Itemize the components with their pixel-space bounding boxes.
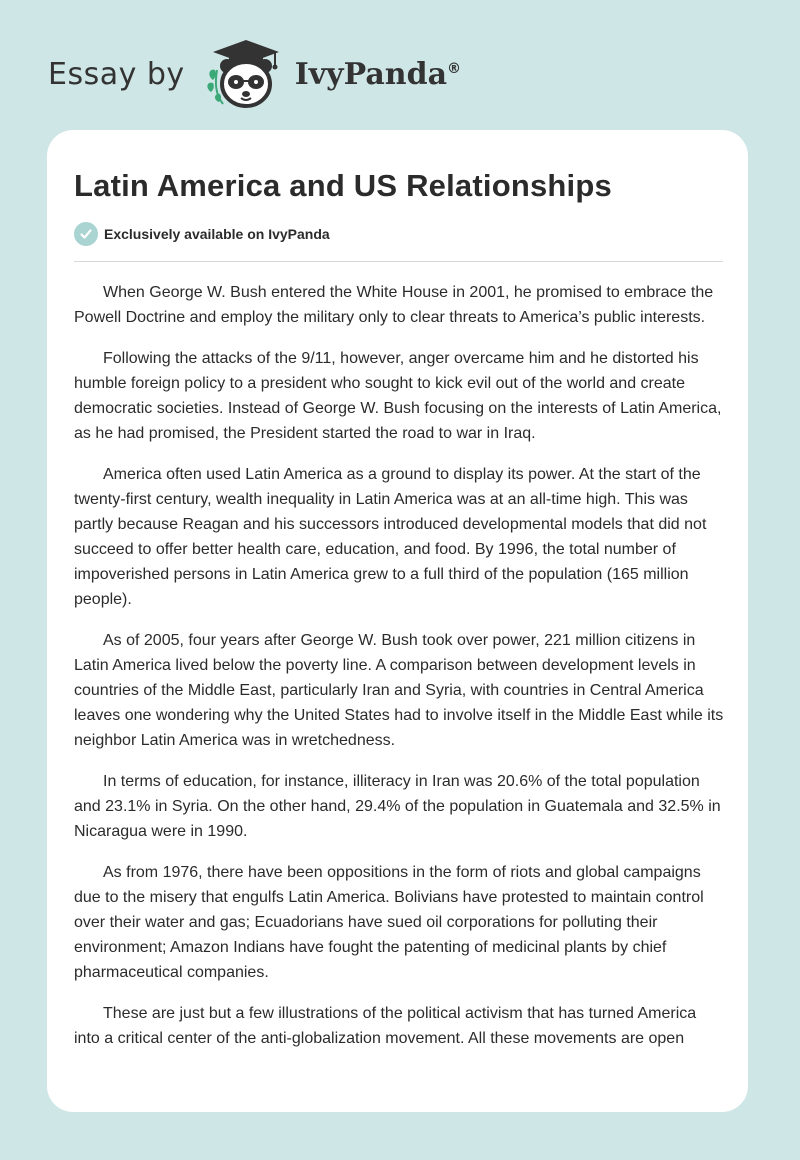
exclusive-badge bbox=[74, 222, 330, 246]
registered-mark: ® bbox=[447, 60, 462, 77]
brand-name: IvyPanda® bbox=[294, 56, 462, 92]
paragraph: As of 2005, four years after George W. Bush took over power, 221 million citizens in Latin America lived below the poverty line. A comparison between development levels in countries of the Middle East, particularly Iran and Syria, with countries in Central America leaves one wondering why the United States had to involve itself in the Middle East while its neighbor Latin America was in wretchedness. bbox=[74, 632, 724, 749]
essay-by-label: Essay by bbox=[48, 56, 185, 92]
page-title: Latin America and US Relationships bbox=[74, 168, 612, 203]
panda-graduate-logo-icon bbox=[203, 36, 289, 112]
essay-body bbox=[74, 280, 724, 1067]
paragraph: Following the attacks of the 9/11, however, anger overcame him and he distorted his humble foreign policy to a president who sought to kick evil out of the world and create democratic societies. Instead of George W. Bush focusing on the interests of Latin America, as he had promised, the President started the road to war in Iraq. bbox=[74, 350, 722, 442]
site-header bbox=[48, 34, 461, 114]
badge-label: Exclusively available on IvyPanda bbox=[104, 226, 330, 242]
paragraph: America often used Latin America as a ground to display its power. At the start of the twenty-first century, wealth inequality in Latin America was at an all-time high. This was partly because Reagan and his successors introduced developmental models that did not succeed to offer better health care, education, and food. By 1996, the total number of impoverished persons in Latin America grew to a full third of the population (165 million people). bbox=[74, 466, 707, 608]
check-icon bbox=[74, 222, 98, 246]
paragraph: These are just but a few illustrations of the political activism that has turned America into a critical center of the anti-globalization movement. All these movements are open bbox=[74, 1005, 697, 1047]
essay-card bbox=[47, 130, 748, 1112]
paragraph: When George W. Bush entered the White House in 2001, he promised to embrace the Powell Doctrine and employ the military only to clear threats to America’s public interests. bbox=[74, 284, 714, 326]
paragraph: As from 1976, there have been oppositions in the form of riots and global campaigns due to the misery that engulfs Latin America. Bolivians have protested to maintain control over their water and gas; Ecuadorians have sued oil corporations for polluting their environment; Amazon Indians have fought the patenting of medicinal plants by chief pharmaceutical companies. bbox=[74, 864, 704, 981]
paragraph: In terms of education, for instance, illiteracy in Iran was 20.6% of the total population and 23.1% in Syria. On the other hand, 29.4% of the population in Guatemala and 32.5% in Nicaragua were in 1990. bbox=[74, 773, 721, 840]
divider bbox=[74, 261, 723, 262]
